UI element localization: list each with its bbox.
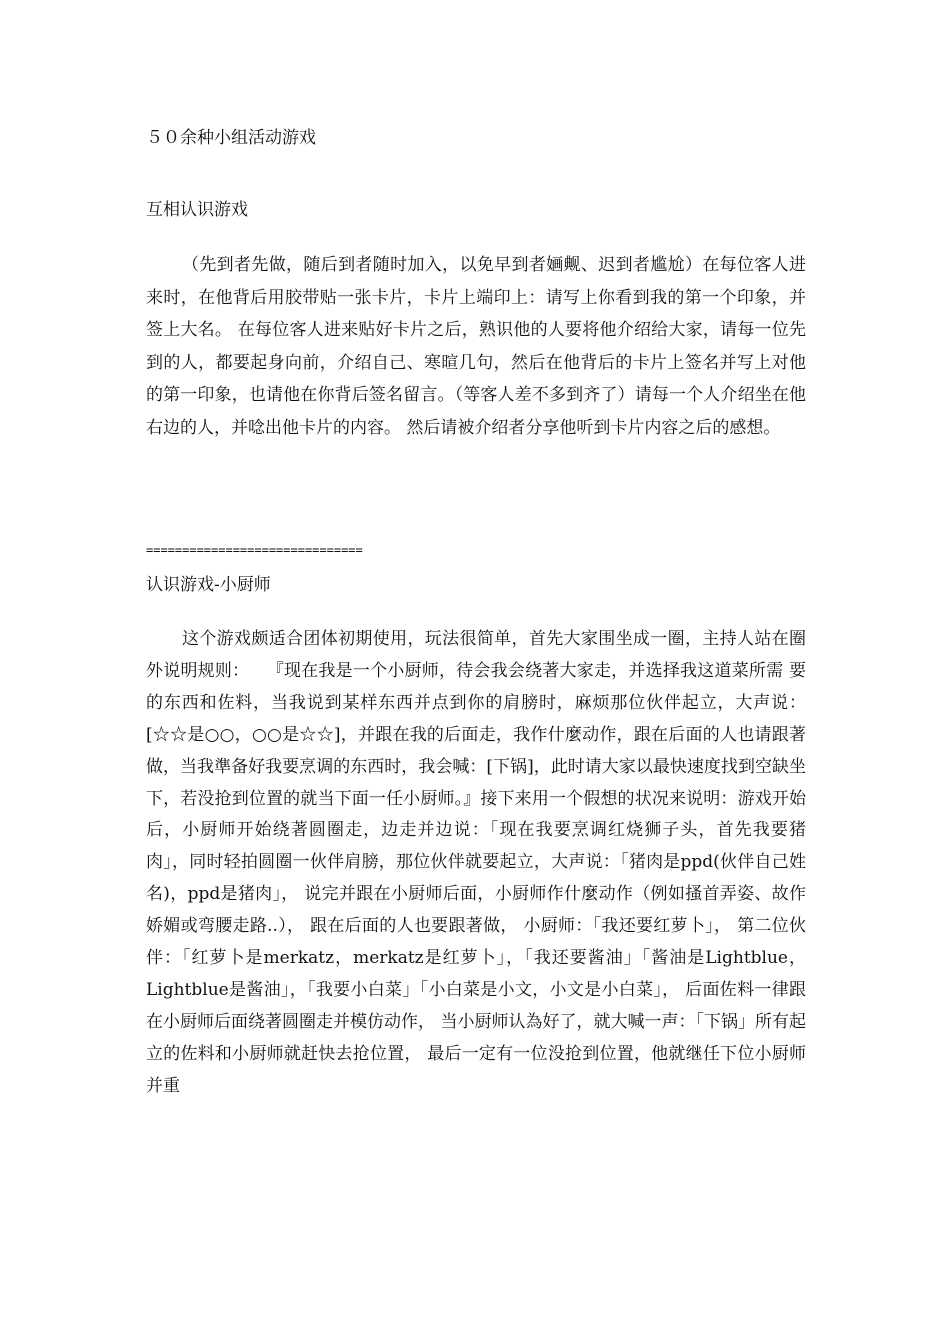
section-paragraph-little-chef: 这个游戏颇适合团体初期使用，玩法很简单，首先大家围坐成一圈，主持人站在圈外说明规则： 『现在我是一个小厨师，待会我会绕著大家走，并选择我这道菜所需 要的东西和佐料，当我说到某样东西并点到你的肩膀时，麻烦那位伙伴起立，大声说：[☆☆是○○，○○是☆☆]，并跟在我的后面走，我作什麼动作，跟在后面的人也请跟著做，当我準备好我要烹调的东西时，我会喊：[下锅]，此时请大家以最快速度找到空缺坐下，若没抢到位置的就当下面一任小厨师。』接下来用一个假想的状况来说明：游戏开始后，小厨师开始绕著圆圈走，边走并边说：「现在我要烹调红烧狮子头，首先我要猪肉」，同时轻拍圆圈一伙伴肩膀，那位伙伴就要起立，大声说：「猪肉是ppd(伙伴自己姓名)，ppd是猪肉」， 说完并跟在小厨师后面，小厨师作什麼动作（例如搔首弄姿、故作娇媚或弯腰走路..）， 跟在后面的人也要跟著做， 小厨师：「我还要红萝卜」， 第二位伙伴：「红萝卜是merkatz，merkatz是红萝卜」，「我还要酱油」「酱油是Lightblue，Lightblue是酱油」，「我要小白菜」「小白菜是小文，小文是小白菜」， 后面佐料一律跟在小厨师后面绕著圆圈走并模仿动作， 当小厨师认為好了，就大喊一声：「下锅」所有起立的佐料和小厨师就赶快去抢位置， 最后一定有一位没抢到位置，他就继任下位小厨师并重	[146, 629, 806, 1096]
section-heading-mutual-introduction: 互相认识游戏	[146, 200, 248, 220]
section-heading-little-chef: 认识游戏-小厨师	[146, 575, 271, 595]
section-separator: ==============================	[146, 543, 363, 557]
document-title: ５０余种小组活动游戏	[146, 128, 316, 148]
section-paragraph-mutual-introduction: （先到者先做，随后到者随时加入，以免早到者婳觍、迟到者尴尬）在每位客人进来时，在他背后用胶带贴一张卡片，卡片上端印上：请写上你看到我的第一个印象，并签上大名。 在每位客人进来贴好卡片之后，熟识他的人要将他介绍给大家，请每一位先到的人，都要起身向前，介绍自己、寒暄几句，然后在他背后的卡片上签名并写上对他的第一印象，也请他在你背后签名留言。（等客人差不多到齐了）请每一个人介绍坐在他右边的人，并唸出他卡片的内容。 然后请被介绍者分享他听到卡片内容之后的感想。	[146, 255, 806, 438]
